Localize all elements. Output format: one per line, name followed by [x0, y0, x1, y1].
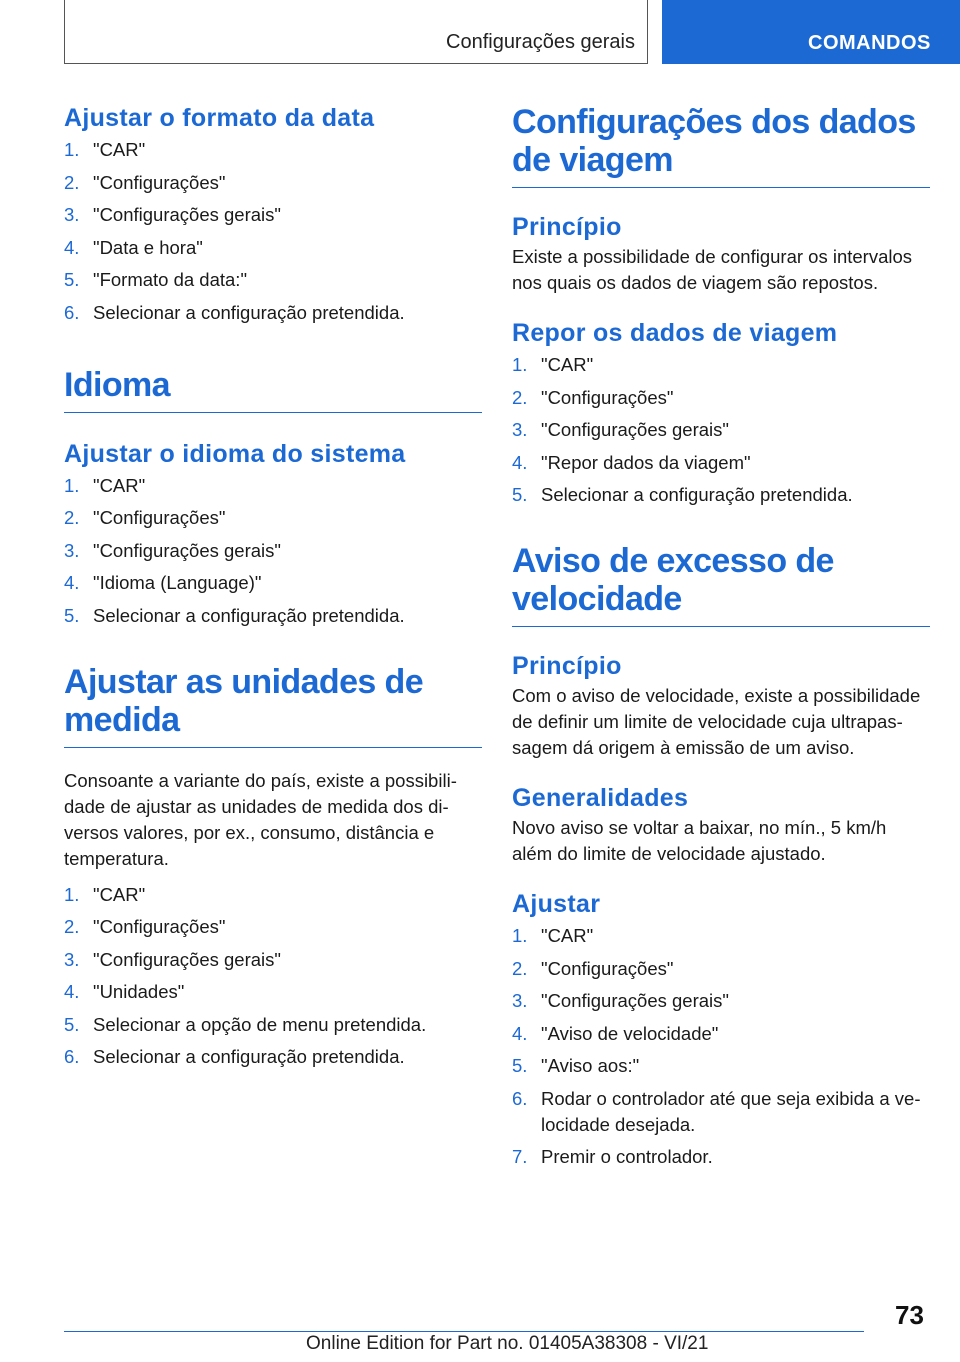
step-number: 3. — [64, 948, 80, 970]
step-text: "CAR" — [93, 883, 146, 905]
step-number: 5. — [512, 484, 528, 505]
step-item — [64, 882, 482, 908]
page-number: 73 — [895, 1300, 924, 1330]
step-text: "Unidades" — [93, 981, 185, 1002]
step-item — [64, 914, 482, 940]
step-item — [64, 1044, 482, 1070]
step-text: "CAR" — [93, 139, 146, 160]
step-text: "Idioma (Language)" — [93, 572, 262, 593]
language-subheading: Ajustar o idioma do sistema — [64, 439, 406, 468]
left-column — [64, 100, 482, 1077]
step-item — [512, 1086, 930, 1138]
step-text: "Repor dados da viagem" — [541, 451, 751, 473]
step-item — [64, 979, 482, 1005]
step-item — [512, 956, 930, 982]
step-number: 2. — [64, 507, 80, 528]
step-number: 6. — [64, 301, 80, 323]
step-item — [64, 473, 482, 499]
step-item — [512, 988, 930, 1014]
step-number: 3. — [512, 990, 528, 1011]
speed-adjust-steps — [512, 923, 930, 1170]
step-item — [64, 570, 482, 596]
header-chapter-title: COMANDOS — [808, 32, 931, 54]
step-number: 5. — [64, 1013, 80, 1035]
step-number: 5. — [64, 269, 80, 290]
header-chapter-tab — [662, 0, 960, 64]
language-heading: Idioma — [64, 366, 482, 413]
step-text: "Data e hora" — [93, 236, 203, 258]
step-number: 1. — [64, 883, 80, 905]
step-number: 6. — [512, 1087, 528, 1109]
step-number: 7. — [512, 1146, 528, 1167]
step-text: "Configurações" — [93, 507, 226, 528]
step-number: 4. — [512, 451, 528, 473]
trip-principle-heading: Princípio — [512, 213, 622, 241]
step-text: "Configurações gerais" — [541, 990, 729, 1011]
step-text: "Configurações gerais" — [541, 419, 729, 440]
step-text: Selecionar a configuração pretendida. — [93, 301, 405, 323]
step-text: "Configurações gerais" — [93, 948, 281, 970]
step-item — [512, 450, 930, 476]
step-item — [64, 267, 482, 293]
step-number: 2. — [512, 386, 528, 408]
step-number: 3. — [64, 204, 80, 225]
step-text: "Configurações gerais" — [93, 539, 281, 561]
step-item — [512, 1021, 930, 1047]
step-text: "CAR" — [541, 354, 594, 375]
step-text: "Configurações" — [93, 916, 226, 937]
step-text: "Formato da data:" — [93, 269, 248, 290]
step-number: 4. — [64, 572, 80, 593]
step-item — [512, 385, 930, 411]
step-number: 1. — [512, 354, 528, 375]
step-text: "Configurações" — [541, 957, 674, 979]
trip-principle-body: Existe a possibilidade de configurar os intervalos nos quais os dados de viagem são repostos. — [512, 246, 913, 293]
step-number: 1. — [64, 474, 80, 496]
step-item — [64, 505, 482, 531]
step-item — [512, 923, 930, 949]
speed-general-heading: Generalidades — [512, 784, 689, 812]
step-number: 4. — [512, 1022, 528, 1044]
step-item — [512, 1144, 930, 1170]
step-text: "CAR" — [541, 925, 594, 946]
step-number: 5. — [512, 1055, 528, 1076]
step-text: "Configurações" — [93, 171, 226, 193]
speed-adjust-heading: Ajustar — [512, 890, 601, 918]
header-section-box — [64, 0, 648, 64]
step-number: 5. — [64, 604, 80, 626]
footer-divider — [64, 1331, 864, 1332]
speed-general-body: Novo aviso se voltar a baixar, no mín., 5 km/h além do limite de velocidade ajustado. — [512, 817, 887, 864]
step-item — [512, 352, 930, 378]
speed-principle-body: Com o aviso de velocidade, existe a possibilidade de definir um limite de velocidade cuja ultrapassagem dá origem à emissão de um aviso. — [512, 685, 921, 758]
step-item — [64, 538, 482, 564]
step-text: Selecionar a configuração pretendida. — [541, 484, 853, 505]
units-body: Consoante a variante do país, existe a possibilidade de ajustar as unidades de medida dos diversos valores, por ex., consumo, distância e temperatura. — [64, 769, 457, 869]
step-text: "Aviso de velocidade" — [541, 1022, 719, 1044]
step-number: 4. — [64, 236, 80, 258]
step-item — [64, 202, 482, 228]
header-section-title: Configurações gerais — [446, 31, 635, 53]
footer-edition: Online Edition for Part no. 01405A38308 - VI/21 — [306, 1333, 709, 1354]
step-item — [512, 482, 930, 508]
step-item — [64, 235, 482, 261]
units-heading: Ajustar as unidades de medida — [64, 663, 482, 748]
language-steps — [64, 473, 482, 629]
step-item — [64, 947, 482, 973]
step-number: 1. — [64, 139, 80, 160]
step-number: 3. — [512, 419, 528, 440]
step-text: "CAR" — [93, 474, 146, 496]
trip-reset-steps — [512, 352, 930, 508]
date-format-steps — [64, 137, 482, 326]
step-text: Rodar o controlador até que seja exibida a velocidade desejada. — [541, 1087, 921, 1135]
step-item — [512, 1053, 930, 1079]
speed-principle-heading: Princípio — [512, 652, 622, 680]
step-item — [512, 417, 930, 443]
date-format-heading: Ajustar o formato da data — [64, 104, 375, 132]
step-text: Selecionar a configuração pretendida. — [93, 604, 405, 626]
step-text: "Aviso aos:" — [541, 1055, 640, 1076]
trip-reset-heading: Repor os dados de viagem — [512, 319, 838, 347]
step-item — [64, 603, 482, 629]
step-number: 2. — [64, 171, 80, 193]
right-column — [512, 100, 930, 1177]
step-item — [64, 300, 482, 326]
step-text: Selecionar a configuração pretendida. — [93, 1046, 405, 1067]
step-number: 1. — [512, 925, 528, 946]
step-item — [64, 170, 482, 196]
step-text: "Configurações" — [541, 386, 674, 408]
step-text: Premir o controlador. — [541, 1146, 713, 1167]
units-steps — [64, 882, 482, 1071]
step-number: 2. — [512, 957, 528, 979]
step-text: Selecionar a opção de menu pretendida. — [93, 1013, 427, 1035]
step-text: "Configurações gerais" — [93, 204, 281, 225]
step-number: 2. — [64, 916, 80, 937]
step-number: 4. — [64, 981, 80, 1002]
step-item — [64, 137, 482, 163]
step-item — [64, 1012, 482, 1038]
trip-data-heading: Configurações dos dados de viagem — [512, 103, 930, 188]
step-number: 6. — [64, 1046, 80, 1067]
speed-warning-heading: Aviso de excesso de velocidade — [512, 542, 930, 627]
step-number: 3. — [64, 539, 80, 561]
